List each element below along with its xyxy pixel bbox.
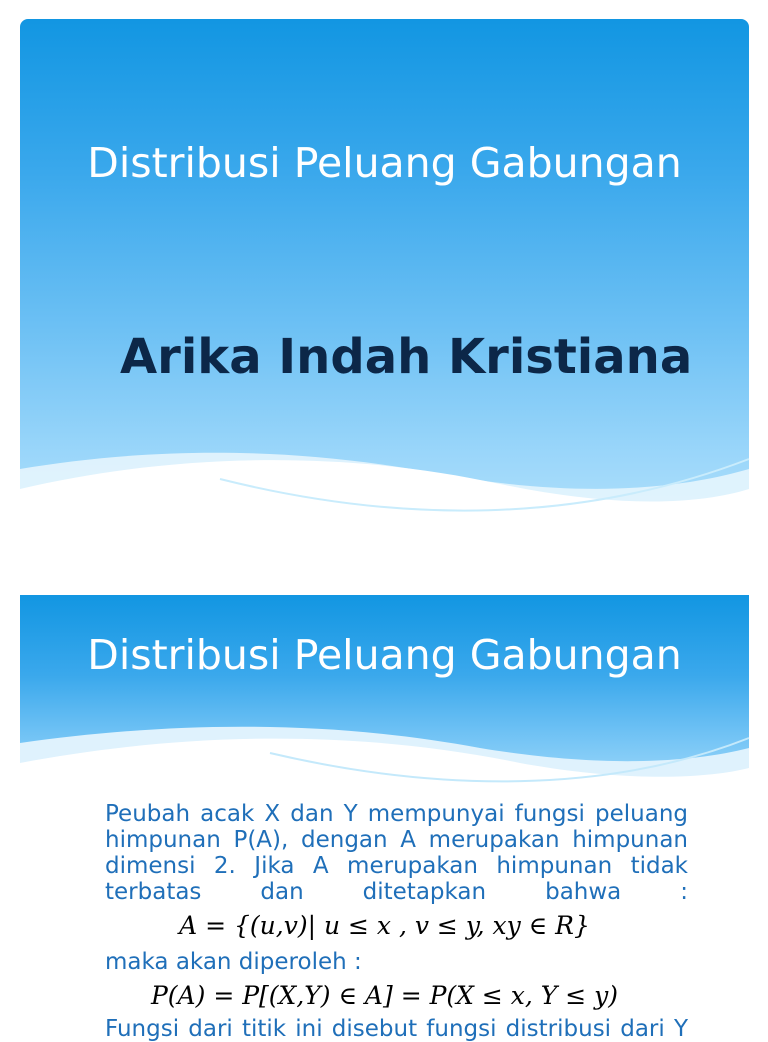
- formula-set-a: A = {(u,v)| u ≤ x , v ≤ y, xy ∈ R}: [179, 911, 590, 940]
- author-name: Arika Indah Kristiana: [120, 329, 693, 385]
- body-paragraph: maka akan diperoleh :: [105, 949, 362, 975]
- wave-decoration: [20, 713, 749, 803]
- body-paragraph-cut: Fungsi dari titik ini disebut fungsi distribusi dari Y: [105, 1016, 688, 1042]
- slide-title: Distribusi Peluang Gabungan: [87, 631, 682, 679]
- slide-title: Distribusi Peluang Gabungan: [87, 139, 682, 187]
- title-slide: [20, 19, 749, 530]
- body-paragraph: Peubah acak X dan Y mempunyai fungsi peluang himpunan P(A), dengan A merupakan himpunan dimensi 2. Jika A merupakan himpunan tidak terbatas dan ditetapkan bahwa :: [105, 801, 688, 905]
- content-slide: [20, 595, 749, 1042]
- formula-probability: P(A) = P[(X,Y) ∈ A] = P(X ≤ x, Y ≤ y): [150, 981, 619, 1010]
- wave-decoration: [20, 429, 749, 530]
